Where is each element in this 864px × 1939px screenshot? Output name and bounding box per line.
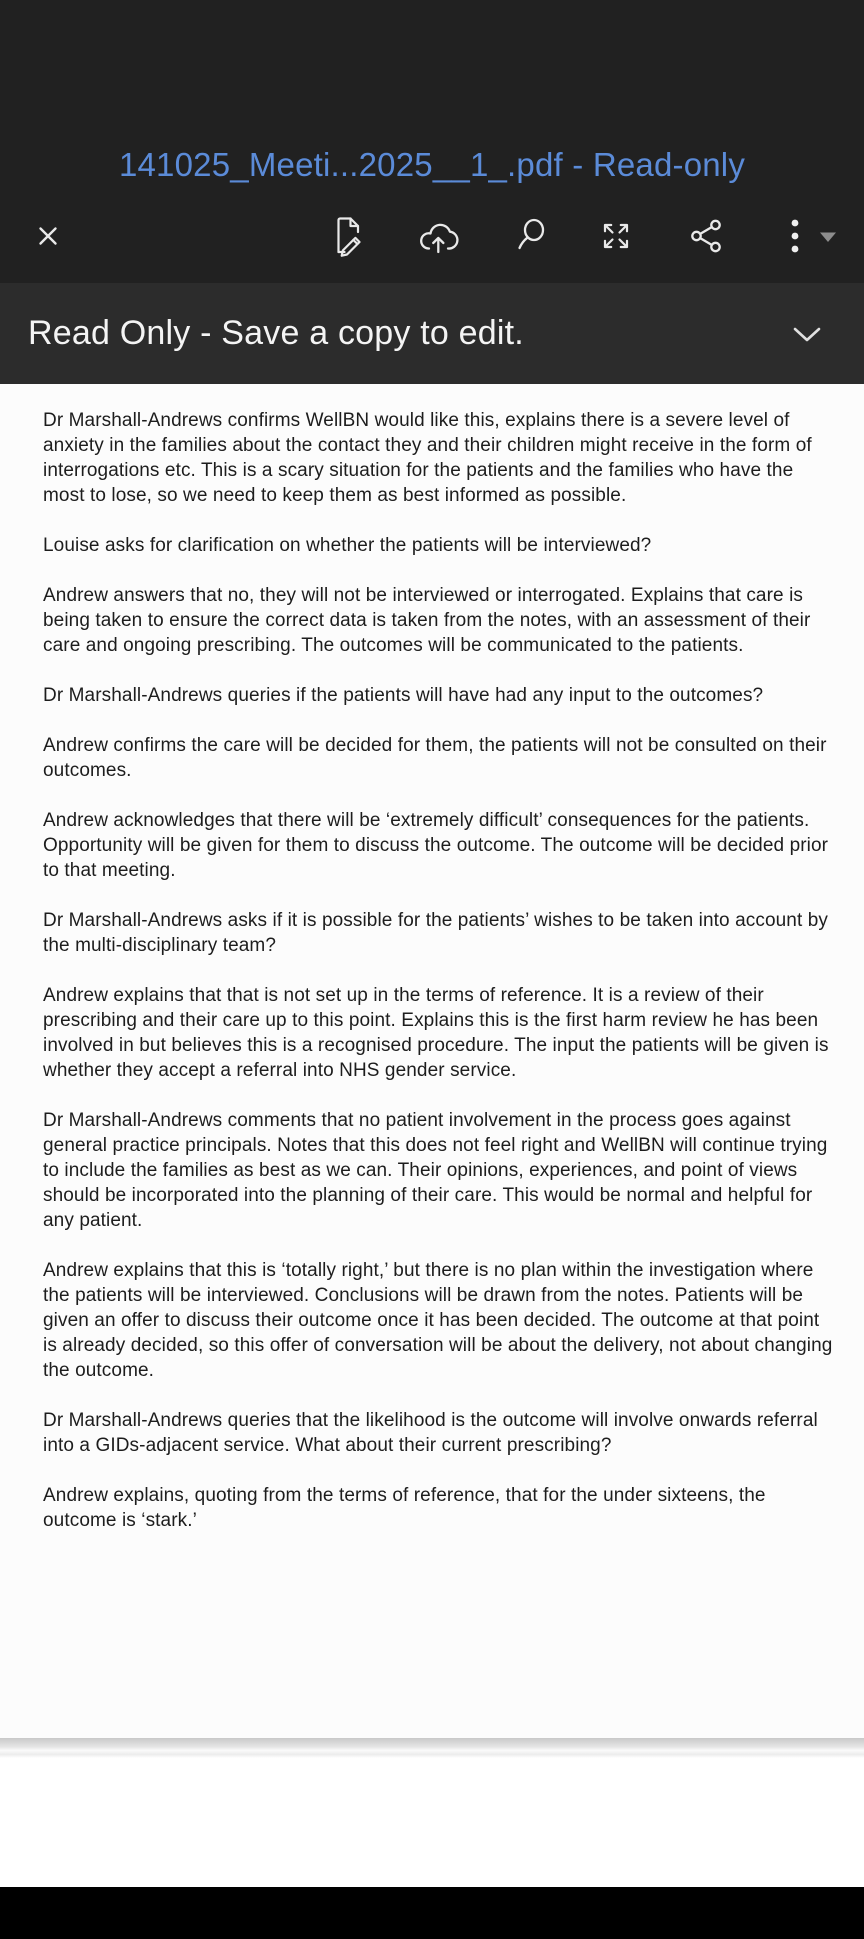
document-paragraph: Andrew explains that this is ‘totally right,’ but there is no plan within the investigation where the patients will be interviewed. Conclusions will be drawn from the notes. Patients will be given an offer to discuss their outcome once it has been decided. The outcome at that point is already decided, so this offer of conversation will be about the delivery, not about changing the outcome. xyxy=(43,1260,833,1381)
chevron-down-icon[interactable] xyxy=(791,325,823,350)
document-paragraph: Dr Marshall-Andrews queries if the patients will have had any input to the outcomes? xyxy=(43,685,764,706)
upload-button[interactable] xyxy=(415,218,461,256)
read-only-banner-text: Read Only - Save a copy to edit. xyxy=(28,314,524,352)
close-icon xyxy=(28,216,68,256)
document-title: 141025_Meeti...2025__1_.pdf - Read-only xyxy=(118,146,746,183)
fullscreen-button[interactable] xyxy=(596,216,636,256)
edit-document-icon xyxy=(327,214,367,258)
read-only-banner[interactable] xyxy=(0,283,864,384)
document-paragraph: Andrew acknowledges that there will be ‘extremely difficult’ consequences for the patients. Opportunity will be given for them to discuss the outcome. The outcome will be decided prior to that meeting. xyxy=(43,810,829,881)
expand-fullscreen-icon xyxy=(596,216,636,256)
document-paragraph: Andrew answers that no, they will not be interviewed or interrogated. Explains that care is being taken to ensure the correct data is taken from the notes, with an assessment of their care and ongoing prescribing. The outcomes will be communicated to the patients. xyxy=(43,585,811,656)
toolbar xyxy=(0,0,864,283)
document-paragraph: Andrew confirms the care will be decided for them, the patients will not be consulted on their outcomes. xyxy=(43,735,827,781)
search-button[interactable] xyxy=(510,214,550,258)
document-paragraph: Louise asks for clarification on whether the patients will be interviewed? xyxy=(43,535,652,556)
caret-down-icon xyxy=(818,230,838,244)
document-paragraph: Andrew explains, quoting from the terms of reference, that for the under sixteens, the outcome is ‘stark.’ xyxy=(43,1485,766,1531)
system-navigation-bar xyxy=(0,1887,864,1939)
document-paragraph: Andrew explains that that is not set up in the terms of reference. It is a review of their prescribing and their care up to this point. Explains this is the first harm review he has been involved in but believes this is a recognised procedure. The input the patients will be given is whether they accept a referral into NHS gender service. xyxy=(43,985,829,1081)
upload-cloud-icon xyxy=(415,218,461,256)
search-icon xyxy=(510,214,550,258)
share-button[interactable] xyxy=(685,215,727,257)
close-button[interactable] xyxy=(28,216,68,256)
edit-button[interactable] xyxy=(327,214,367,258)
document-page[interactable] xyxy=(0,384,864,1738)
document-paragraph: Dr Marshall-Andrews asks if it is possible for the patients’ wishes to be taken into account by the multi-disciplinary team? xyxy=(43,910,828,956)
document-page-2[interactable] xyxy=(0,1758,864,1887)
overflow-caret-button[interactable] xyxy=(818,230,838,244)
overflow-menu-icon xyxy=(776,215,814,257)
share-icon xyxy=(685,215,727,257)
app-header xyxy=(0,0,864,283)
document-paragraph: Dr Marshall-Andrews confirms WellBN would like this, explains there is a severe level of anxiety in the families about the contact they and their children might receive in the form of interrogations etc. This is a scary situation for the patients and the families who have the most to lose, so we need to keep them as best informed as possible. xyxy=(43,410,812,506)
document-paragraph: Dr Marshall-Andrews queries that the likelihood is the outcome will involve onwards referral into a GIDs-adjacent service. What about their current prescribing? xyxy=(43,1410,818,1456)
page-separator xyxy=(0,1738,864,1758)
overflow-menu-button[interactable] xyxy=(776,215,814,257)
document-paragraph: Dr Marshall-Andrews comments that no patient involvement in the process goes against general practice principals. Notes that this does not feel right and WellBN will continue trying to include the families as best as we can. Their opinions, experiences, and point of views should be incorporated into the planning of their care. This would be normal and helpful for any patient. xyxy=(43,1110,828,1231)
